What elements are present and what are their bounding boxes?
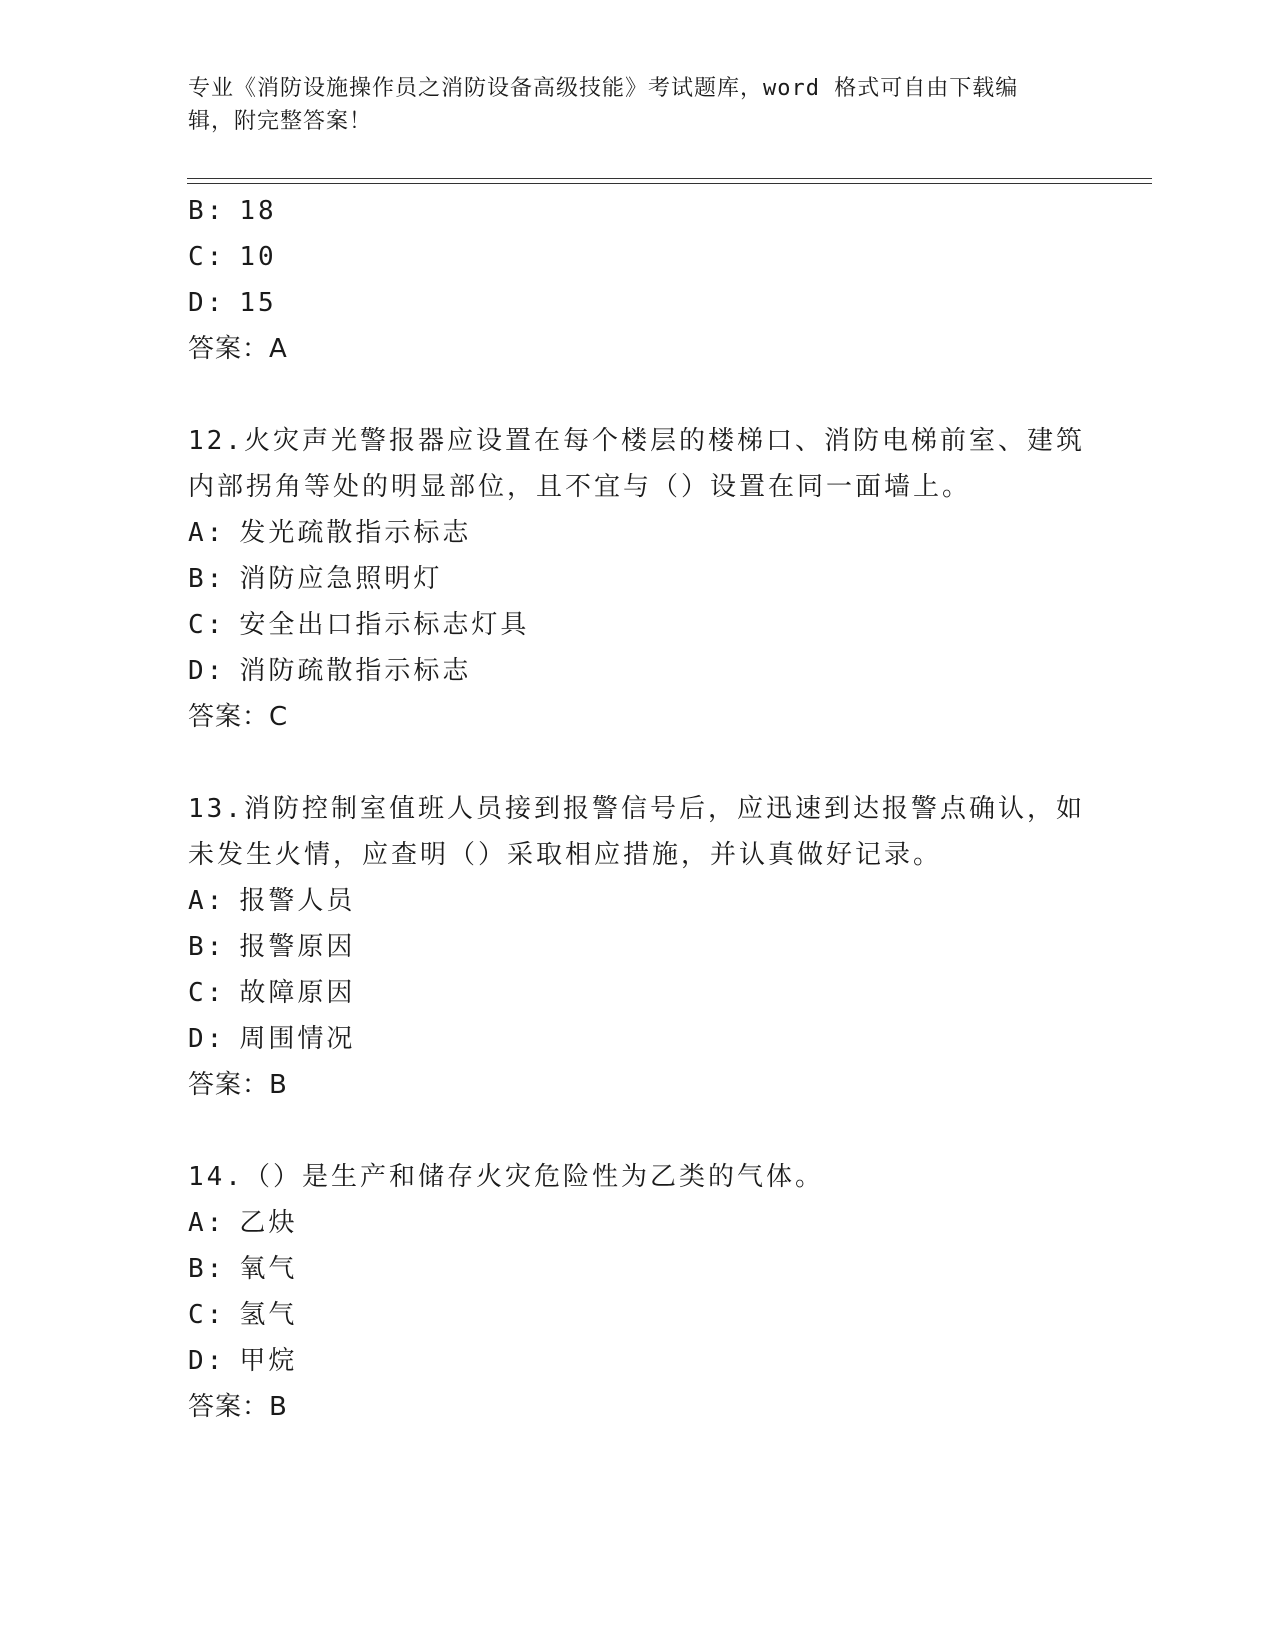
question-text-line: 内部拐角等处的明显部位，且不宜与（）设置在同一面墙上。 [188, 472, 972, 502]
spacer [188, 372, 1088, 418]
option-a: A: 报警人员 [188, 886, 356, 916]
question-text-line: 12.火灾声光警报器应设置在每个楼层的楼梯口、消防电梯前室、建筑 [188, 426, 1085, 456]
question-text-line: 14.（）是生产和储存火灾危险性为乙类的气体。 [188, 1162, 824, 1192]
answer-line: 答案：B [188, 1070, 288, 1100]
option-b: B: 18 [188, 196, 277, 226]
question-12 [188, 418, 1088, 740]
header-line-1: 专业《消防设施操作员之消防设备高级技能》考试题库，word 格式可自由下载编 [188, 76, 1019, 101]
answer-line: 答案：C [188, 702, 289, 732]
answer-line: 答案：B [188, 1392, 288, 1422]
option-d: D: 甲烷 [188, 1346, 298, 1376]
option-b: B: 报警原因 [188, 932, 356, 962]
question-text-line: 未发生火情，应查明（）采取相应措施，并认真做好记录。 [188, 840, 943, 870]
option-c: C: 安全出口指示标志灯具 [188, 610, 530, 640]
header-line-2: 辑，附完整答案！ [188, 109, 373, 134]
question-14 [188, 1154, 1088, 1430]
option-c: C: 氢气 [188, 1300, 298, 1330]
document-header [188, 72, 1068, 138]
answer-line: 答案：A [188, 334, 288, 364]
option-d: D: 15 [188, 288, 277, 318]
option-d: D: 周围情况 [188, 1024, 356, 1054]
previous-question [188, 188, 1088, 372]
option-a: A: 乙炔 [188, 1208, 298, 1238]
header-divider-bottom [187, 183, 1152, 184]
question-13 [188, 786, 1088, 1108]
spacer [188, 1108, 1088, 1154]
question-list [188, 188, 1088, 1430]
option-a: A: 发光疏散指示标志 [188, 518, 472, 548]
option-d: D: 消防疏散指示标志 [188, 656, 472, 686]
option-b: B: 氧气 [188, 1254, 298, 1284]
header-divider-top [187, 178, 1152, 179]
spacer [188, 740, 1088, 786]
option-c: C: 故障原因 [188, 978, 356, 1008]
question-text-line: 13.消防控制室值班人员接到报警信号后，应迅速到达报警点确认，如 [188, 794, 1085, 824]
option-b: B: 消防应急照明灯 [188, 564, 443, 594]
option-c: C: 10 [188, 242, 277, 272]
